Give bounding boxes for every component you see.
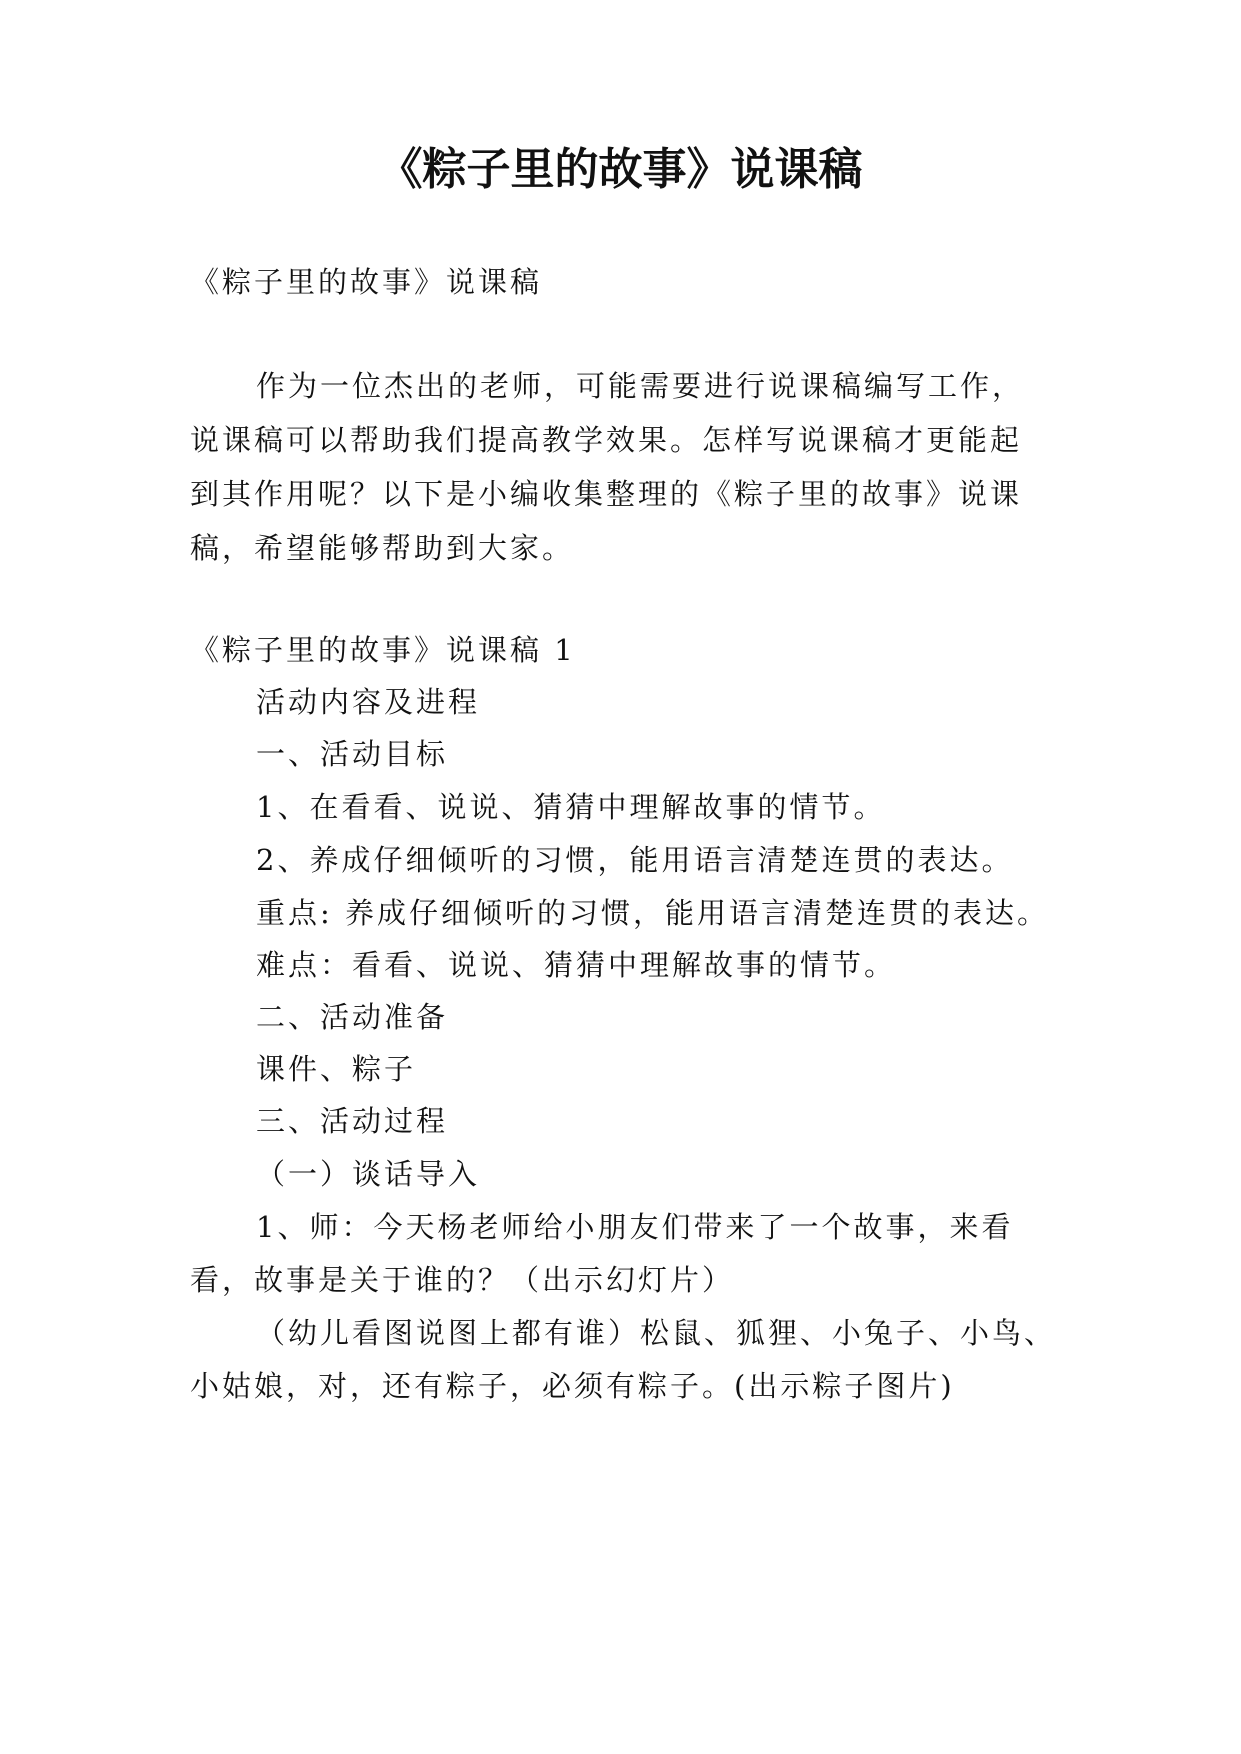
body-line-2: 一、活动目标: [256, 737, 449, 771]
intro-line-4: 稿，希望能够帮助到大家。: [190, 531, 575, 565]
body-line-7: 二、活动准备: [256, 1000, 449, 1034]
document-subtitle: 《粽子里的故事》说课稿: [190, 265, 543, 299]
document-title: 《粽子里的故事》说课稿: [378, 144, 863, 195]
body-line-9: 三、活动过程: [256, 1104, 449, 1138]
intro-line-2: 说课稿可以帮助我们提高教学效果。怎样写说课稿才更能起: [190, 423, 1023, 457]
intro-line-3: 到其作用呢？以下是小编收集整理的《粽子里的故事》说课: [190, 477, 1023, 511]
body-line-10: （一）谈话导入: [256, 1157, 481, 1191]
body-line-5: 重点: 养成仔细倾听的习惯，能用语言清楚连贯的表达。: [256, 896, 1049, 930]
body-line-3: 1、在看看、说说、猜猜中理解故事的情节。: [256, 790, 886, 824]
body-line-8: 课件、粽子: [256, 1052, 417, 1086]
body-line-6: 难点：看看、说说、猜猜中理解故事的情节。: [256, 948, 897, 982]
body-line-12: 看，故事是关于谁的？（出示幻灯片）: [190, 1263, 735, 1297]
intro-line-1: 作为一位杰出的老师，可能需要进行说课稿编写工作，: [256, 369, 1025, 403]
section-heading: 《粽子里的故事》说课稿 1: [190, 633, 576, 667]
body-line-1: 活动内容及进程: [256, 685, 481, 719]
body-line-4: 2、养成仔细倾听的习惯，能用语言清楚连贯的表达。: [256, 843, 1014, 877]
body-line-13: （幼儿看图说图上都有谁）松鼠、狐狸、小兔子、小鸟、: [256, 1316, 1057, 1350]
body-line-11: 1、师：今天杨老师给小朋友们带来了一个故事，来看: [256, 1210, 1014, 1244]
body-line-14: 小姑娘，对，还有粽子，必须有粽子。(出示粽子图片): [190, 1369, 955, 1403]
